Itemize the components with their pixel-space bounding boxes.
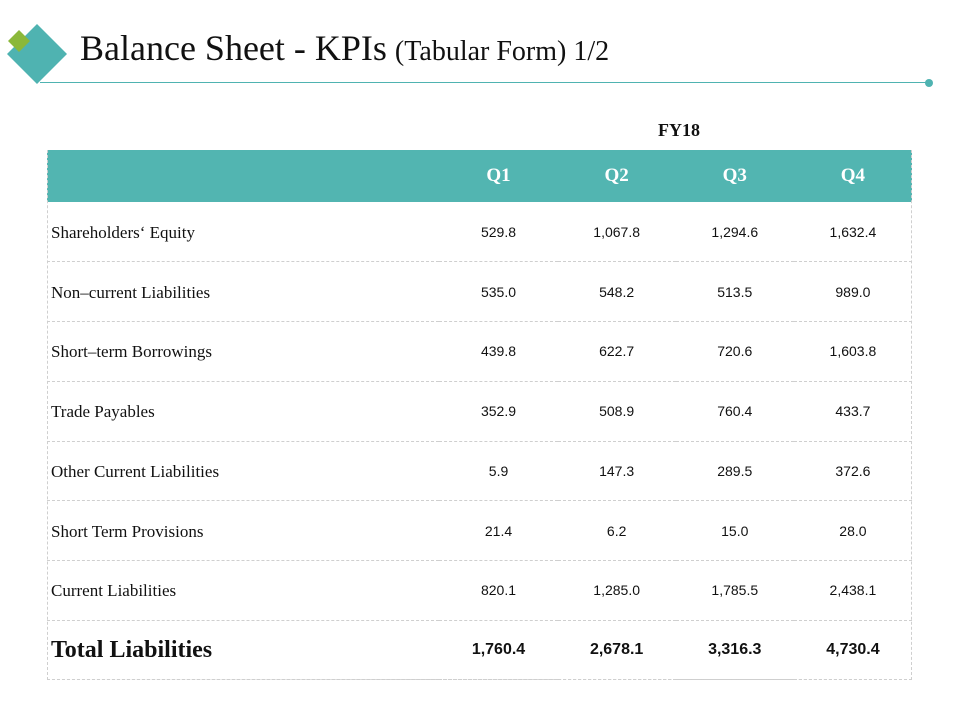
kpi-table [47,150,912,680]
cell-value: 622.7 [599,343,635,360]
header-label-cell [47,150,439,202]
title-divider [40,82,928,83]
cell-value: 529.8 [480,223,517,240]
total-label: Total Liabilities [51,637,213,664]
column-header-q4: Q4 [840,165,866,186]
table-row [47,322,912,382]
row-label: Non–current Liabilities [51,282,211,302]
cell-value: 5.9 [488,462,509,479]
title-divider-dot [925,79,933,87]
row-label: Current Liabilities [51,581,177,601]
cell-value: 289.5 [717,462,753,479]
table-header-row [47,150,912,202]
column-header-q3: Q3 [722,165,747,186]
total-value: 3,316.3 [708,640,762,658]
cell-value: 535.0 [480,283,517,300]
cell-value: 720.6 [717,343,753,360]
cell-value: 989.0 [835,283,871,300]
row-label: Other Current Liabilities [51,461,220,481]
total-row [47,620,912,679]
cell-value: 1,603.8 [829,343,877,360]
cell-value: 1,632.4 [829,223,877,240]
cell-value: 15.0 [721,522,749,539]
table-row [47,561,912,621]
table-row [47,381,912,441]
cell-value: 6.2 [606,522,627,539]
cell-value: 508.9 [599,403,635,420]
cell-value: 2,438.1 [829,582,877,599]
row-label: Shareholders‘ Equity [51,222,195,242]
period-label: FY18 [658,120,700,140]
diamond-logo-icon [0,0,80,90]
cell-value: 28.0 [839,522,867,539]
cell-value: 513.5 [717,283,753,300]
total-value: 2,678.1 [589,640,644,658]
cell-value: 433.7 [835,403,871,420]
cell-value: 21.4 [484,522,513,539]
table-row [47,441,912,501]
cell-value: 548.2 [599,283,635,300]
cell-value: 1,285.0 [593,582,640,599]
cell-value: 820.1 [480,582,517,599]
page-title [80,30,609,66]
page-title-sub: (Tabular Form) 1/2 [394,36,610,67]
column-header-q1: Q1 [486,165,511,186]
cell-value: 760.4 [717,403,753,420]
cell-value: 372.6 [835,462,871,479]
cell-value: 352.9 [480,403,517,420]
cell-value: 1,785.5 [711,582,759,599]
page-title-main: Balance Sheet - KPIs [80,28,387,68]
column-header-q2: Q2 [604,165,629,186]
cell-value: 147.3 [599,462,635,479]
cell-value: 439.8 [480,343,517,360]
row-label: Trade Payables [51,402,155,422]
table-row [47,501,912,561]
cell-value: 1,294.6 [711,223,759,240]
cell-value: 1,067.8 [593,223,640,240]
total-value: 1,760.4 [471,640,526,658]
table-row [47,202,912,262]
row-label: Short Term Provisions [51,521,204,541]
table-row [47,262,912,322]
total-value: 4,730.4 [826,640,880,658]
row-label: Short–term Borrowings [51,342,213,362]
